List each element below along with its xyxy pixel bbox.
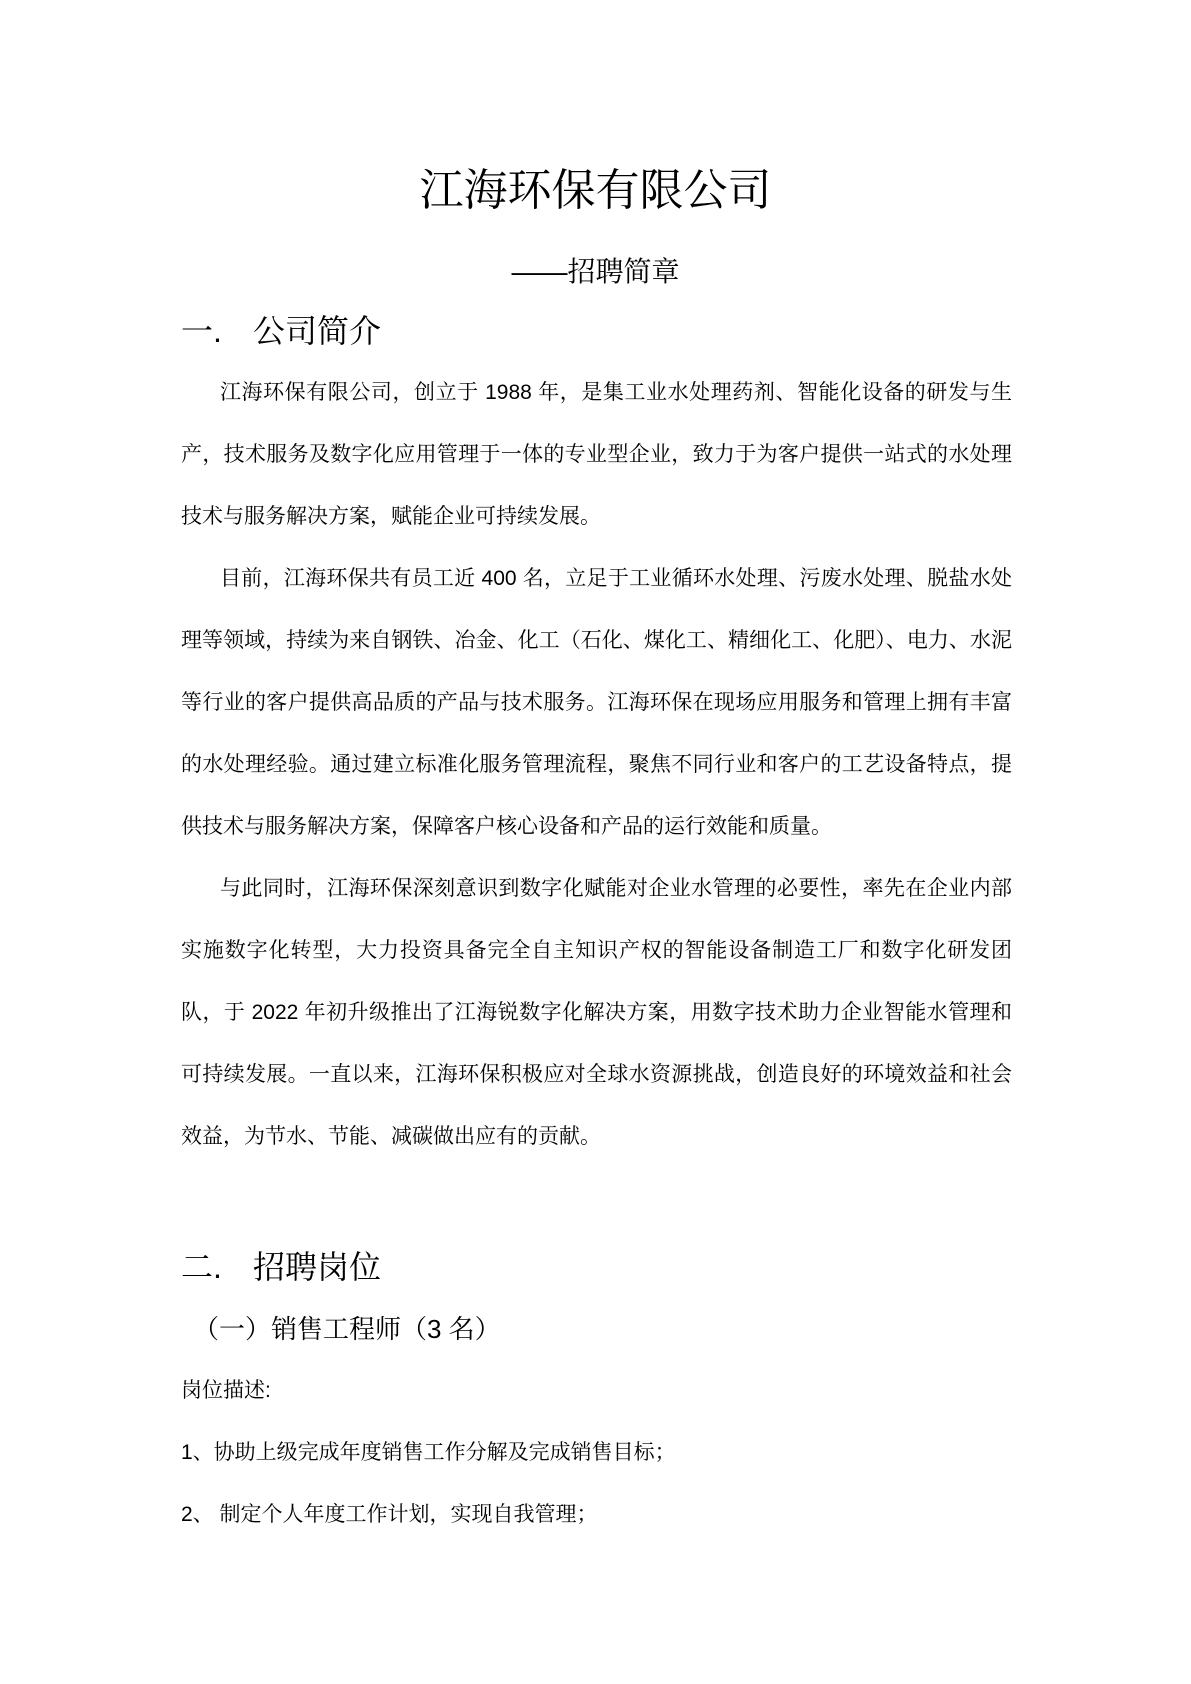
document-subtitle: ——招聘简章	[511, 256, 680, 287]
company-intro-paragraph-1: 江海环保有限公司，创立于 1988 年，是集工业水处理药剂、智能化设备的研发与生产，技术服务及数字化应用管理于一体的专业型企业，致力于为客户提供一站式的水处理技术与服务解决方案，赋能企业可持续发展。	[181, 381, 1012, 528]
section-heading-recruitment-positions	[181, 1249, 381, 1285]
section-heading-text: 招聘岗位	[253, 1249, 382, 1285]
position-title-sales-engineer: （一）销售工程师（3 名）	[193, 1314, 501, 1344]
section-heading-company-intro	[181, 313, 381, 349]
company-intro-paragraph-3: 与此同时，江海环保深刻意识到数字化赋能对企业水管理的必要性，率先在企业内部实施数字化转型，大力投资具备完全自主知识产权的智能设备制造工厂和数字化研发团队，于 2022 年初升级推出了江海锐数字化解决方案，用数字技术助力企业智能水管理和可持续发展。一直以来，江海环保积极应对全球水资源挑战，创造良好的环境效益和社会效益，为节水、节能、减碳做出应有的贡献。	[181, 877, 1012, 1148]
section-heading-text: 公司简介	[253, 313, 382, 349]
position-description-label: 岗位描述:	[181, 1379, 271, 1402]
company-intro-paragraph-2: 目前，江海环保共有员工近 400 名，立足于工业循环水处理、污废水处理、脱盐水处理等领域，持续为来自钢铁、冶金、化工（石化、煤化工、精细化工、化肥）、电力、水泥等行业的客户提供高品质的产品与技术服务。江海环保在现场应用服务和管理上拥有丰富的水处理经验。通过建立标准化服务管理流程，聚焦不同行业和客户的工艺设备特点，提供技术与服务解决方案，保障客户核心设备和产品的运行效能和质量。	[181, 567, 1012, 838]
document-title: 江海环保有限公司	[419, 166, 772, 215]
section-number: 一.	[181, 313, 222, 349]
position-duty-item-2: 2、 制定个人年度工作计划，实现自我管理；	[181, 1503, 598, 1526]
section-number: 二.	[181, 1249, 222, 1285]
position-duty-item-1: 1、协助上级完成年度销售工作分解及完成销售目标；	[181, 1441, 676, 1464]
